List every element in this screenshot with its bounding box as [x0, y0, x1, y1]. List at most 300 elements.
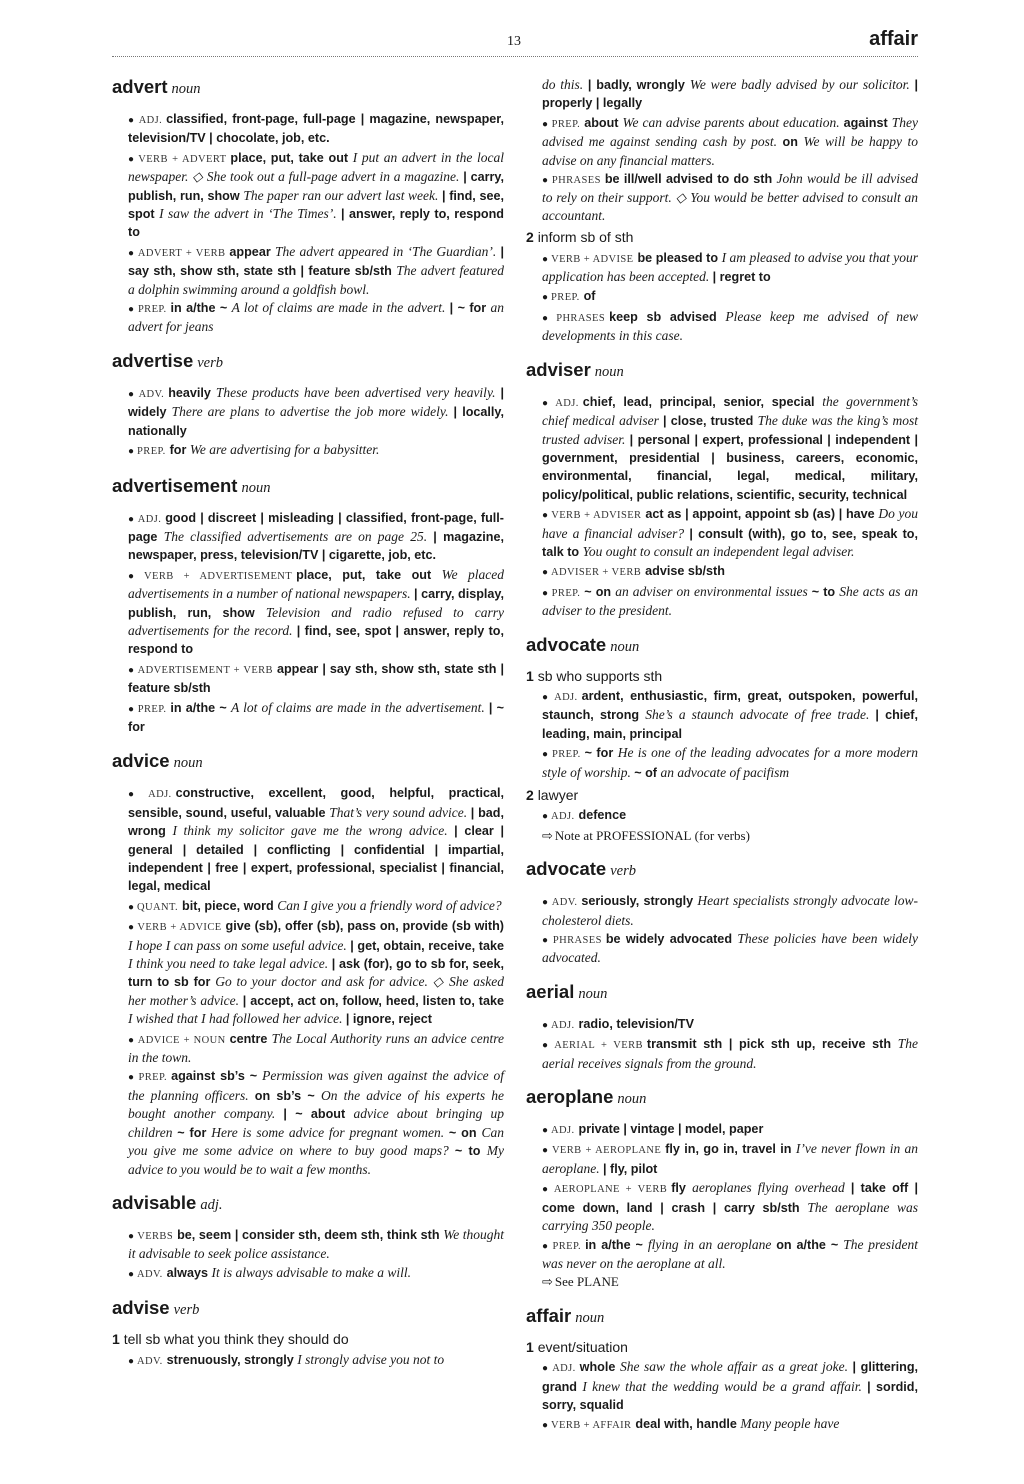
sense-number: 1 [112, 1331, 120, 1348]
grammar-label: ADJ. [148, 789, 172, 801]
collocate-text: | ignore, reject [345, 1012, 432, 1027]
page-number: 13 [507, 34, 521, 49]
example-text: I put an advert in the local newspaper. ◇ She took out a full-page advert in a magazine. [128, 149, 504, 185]
bullet-icon: ● [128, 922, 135, 934]
collocate-text: | say sth, show sth, state sth | feature sb/sth [128, 244, 504, 279]
collocate-text: in a/the ~ [585, 1237, 648, 1252]
headword-text: advert [112, 76, 168, 97]
grammar-label: PREP. [138, 1072, 168, 1084]
collocation-group [112, 149, 504, 242]
example-text: The advert appeared in ‘The Guardian’. [275, 243, 501, 259]
example-text: aeroplanes flying overhead [692, 1180, 851, 1196]
bullet-icon: ● [128, 789, 146, 801]
collocation-group [112, 299, 504, 336]
headword-text: affair [526, 1304, 572, 1326]
example-text: She saw the whole affair as a great joke. [620, 1359, 853, 1375]
headword-text: advisable [112, 1191, 197, 1213]
grammar-label: ADJ. [555, 397, 579, 409]
entry-headword [526, 858, 918, 882]
bullet-icon: ● [542, 175, 549, 187]
example-text: I am pleased to advise you that your application has been accepted. [542, 249, 919, 285]
bullet-icon: ● [128, 664, 135, 676]
collocate-text: seriously, strongly [581, 894, 698, 909]
example-text: You ought to consult an independent legal adviser. [582, 543, 855, 559]
example-text: Television and radio refused to carry advertisements for the record. [128, 604, 504, 638]
bullet-icon: ● [542, 749, 550, 761]
collocation-group [526, 1358, 918, 1414]
collocate-text: | locally, nationally [128, 405, 504, 438]
collocation-group [112, 1226, 504, 1263]
grammar-label: AERIAL + VERB [554, 1040, 643, 1052]
example-text: We are advertising for a babysitter. [189, 442, 380, 458]
example-text: Can you give me some advice on where to buy good maps? [128, 1124, 504, 1159]
example-text: The advert featured a dolphin swimming around a goldfish bowl. [128, 263, 504, 297]
bullet-icon: ● [128, 115, 136, 126]
example-text: advice about bringing up children [128, 1106, 505, 1140]
collocate-text: | get, obtain, receive, take [350, 938, 504, 953]
part-of-speech: noun [578, 985, 608, 1002]
bullet-icon: ● [542, 935, 550, 947]
collocate-text: | ~ about [283, 1107, 354, 1122]
collocate-text: | bad, wrong [128, 805, 504, 839]
grammar-label: ADV. [138, 388, 165, 400]
collocate-text: | fly, pilot [603, 1161, 658, 1176]
collocate-text: bit, piece, word [182, 898, 278, 913]
collocate-text: be, seem | consider sth, deem sth, think sth [177, 1227, 444, 1242]
collocate-text: | regret to [712, 270, 771, 285]
example-text: an adviser on environmental issues [615, 583, 812, 599]
collocate-text: constructive, excellent, good, helpful, practical, sensible, sound, useful, valuable [128, 786, 504, 820]
bullet-icon: ● [128, 513, 135, 525]
grammar-label: ADJ. [551, 1019, 575, 1031]
collocate-text: | ask (for), go to sb for, seek, turn to sb for [128, 957, 505, 990]
example-text: Many people have [740, 1416, 840, 1432]
collocation-group [526, 170, 918, 224]
example-text: We placed advertisements in a number of national newspapers. [128, 566, 505, 602]
collocate-text: ~ to [454, 1144, 487, 1159]
collocation-group [526, 1035, 918, 1072]
part-of-speech: verb [173, 1302, 200, 1319]
collocate-text: chief, lead, principal, senior, special [582, 394, 823, 409]
grammar-label: PHRASES [552, 935, 602, 947]
collocate-text: place, put, take out [230, 150, 353, 165]
collocate-text: | magazine, newspaper, press, television/TV | cigarette, job, etc. [128, 529, 504, 563]
collocation-group [526, 393, 918, 504]
part-of-speech: noun [610, 638, 640, 655]
collocate-text: | carry, display, publish, run, show [128, 587, 504, 620]
bullet-icon: ● [128, 1268, 135, 1280]
collocation-group [526, 806, 918, 825]
grammar-label: VERB + ADVERTISEMENT [144, 570, 293, 582]
collocation-group [112, 1030, 504, 1067]
collocation-group [526, 1120, 918, 1139]
example-text: On the advice of his experts he bought another company. [128, 1087, 504, 1122]
collocation-group [526, 505, 918, 561]
example-text: the government’s chief medical adviser [542, 393, 919, 429]
example-text: A lot of claims are made in the advert. [231, 300, 450, 316]
grammar-label: ADVERT + VERB [137, 247, 226, 259]
example-text: I think you need to take legal advice. [128, 956, 332, 972]
bullet-icon: ● [128, 703, 135, 715]
collocate-text: give (sb), offer (sb), pass on, provide (sb with) [225, 919, 504, 934]
bullet-icon: ● [128, 153, 136, 165]
part-of-speech: noun [241, 479, 271, 496]
grammar-label: ADVERTISEMENT + VERB [137, 664, 273, 676]
collocation-group [526, 744, 918, 782]
grammar-label: PHRASES [551, 175, 601, 187]
example-text: She acts as an adviser to the president. [542, 583, 918, 619]
grammar-label: PREP. [137, 446, 166, 458]
collocate-text: | properly | legally [542, 78, 918, 111]
headword-text: advertise [112, 349, 194, 371]
headword-text: advertisement [112, 474, 238, 496]
part-of-speech: verb [197, 354, 224, 371]
grammar-label: ADJ. [554, 691, 578, 703]
sense-definition: inform sb of sth [537, 229, 634, 246]
sense-number: 1 [526, 667, 534, 684]
arrow-icon: ⇨ [542, 827, 553, 843]
collocate-text: in a/the ~ [170, 301, 232, 316]
grammar-label: ADJ. [137, 513, 162, 525]
bullet-icon: ● [542, 312, 554, 324]
example-text: She’s a staunch advocate of free trade. [645, 707, 876, 723]
bullet-icon: ● [128, 570, 142, 582]
collocate-text: | ~ for [128, 700, 504, 734]
collocate-text: ~ to [811, 584, 840, 599]
bullet-icon: ● [128, 1355, 135, 1367]
collocate-text: on [782, 135, 804, 150]
grammar-label: PREP. [552, 749, 581, 761]
bullet-icon: ● [128, 446, 135, 458]
entry-headword [112, 475, 504, 499]
example-text: I hope I can pass on some useful advice. [128, 937, 351, 953]
entry-headword [526, 981, 918, 1005]
bullet-icon: ● [128, 1230, 135, 1242]
collocate-text: | glittering, grand [542, 1360, 919, 1394]
bullet-icon: ● [542, 587, 549, 599]
example-text: We were badly advised by our solicitor. [689, 77, 915, 92]
entry-headword [112, 750, 504, 774]
example-text: I knew that the wedding would be a grand affair. [582, 1378, 868, 1394]
grammar-label: VERB + ADVISER [551, 510, 642, 522]
example-text: Go to your doctor and ask for advice. ◇ She asked her mother’s advice. [128, 974, 504, 1008]
entry-headword [526, 1305, 918, 1329]
part-of-speech: noun [575, 1309, 605, 1326]
collocation-group [526, 1236, 918, 1273]
example-text: A lot of claims are made in the advertisement. [231, 699, 489, 715]
example-text: I saw the advert in ‘The Times’. [159, 206, 341, 222]
cross-reference [526, 1273, 918, 1290]
grammar-label: PREP. [551, 292, 580, 304]
collocate-text: be ill/well advised to do sth [604, 172, 777, 187]
sense-heading [526, 229, 918, 246]
headword-text: aeroplane [526, 1086, 614, 1108]
grammar-label: ADV. [551, 897, 578, 909]
collocate-text: classified, front-page, full-page | magazine, newspaper, television/TV | chocolate, job, etc. [128, 112, 505, 146]
bullet-icon: ● [542, 253, 549, 265]
headword-text: advice [112, 750, 170, 772]
grammar-label: VERBS [137, 1230, 174, 1242]
bullet-icon: ● [542, 897, 549, 909]
left-column [112, 76, 504, 1371]
collocate-text: for [169, 443, 190, 458]
headword-text: advise [112, 1297, 170, 1319]
grammar-label: PREP. [551, 587, 581, 599]
bullet-icon: ● [542, 1125, 549, 1137]
collocate-text: | consult (with), go to, see, speak to, talk to [542, 526, 918, 559]
xref-target: PROFESSIONAL [596, 827, 692, 843]
sense-number: 2 [526, 229, 534, 246]
collocate-text: | find, see, spot | answer, reply to, respond to [128, 623, 505, 657]
example-text: There are plans to advertise the job more widely. [171, 404, 454, 420]
collocate-text: | accept, act on, follow, heed, listen to, take [242, 993, 504, 1008]
bullet-icon: ● [128, 304, 135, 316]
grammar-label: VERB + ADVERT [138, 153, 227, 165]
part-of-speech: noun [594, 363, 624, 380]
example-text: My advice to you would be to wait a few months. [128, 1143, 504, 1177]
collocate-text: on sb’s ~ [254, 1088, 322, 1103]
example-text: It is always advisable to make a will. [211, 1264, 411, 1280]
example-text: The Local Authority runs an advice centre in the town. [128, 1030, 504, 1066]
bullet-icon: ● [542, 567, 549, 579]
collocation-group [112, 1264, 504, 1283]
example-text: Heart specialists strongly advocate low-cholesterol diets. [542, 893, 918, 928]
bullet-icon: ● [542, 691, 552, 703]
example-text: The aeroplane was carrying 350 people. [542, 1199, 918, 1234]
example-text: We can advise parents about education. [622, 114, 844, 130]
example-text: The paper ran our advert last week. [243, 187, 442, 203]
collocate-text: on a/the ~ [776, 1237, 844, 1252]
collocate-text: | badly, wrongly [587, 78, 690, 92]
collocation-group [526, 1140, 918, 1178]
bullet-icon: ● [128, 901, 135, 913]
example-text: Do you have a financial adviser? [542, 506, 918, 541]
collocate-text: be pleased to [637, 250, 722, 265]
example-text: I wished that I had followed her advice. [128, 1011, 346, 1027]
example-text: They advised me against sending cash by post. [542, 114, 919, 150]
example-text: Can I give you a friendly word of advice? [277, 897, 502, 913]
bullet-icon: ● [542, 292, 549, 304]
collocate-text: strenuously, strongly [166, 1352, 298, 1367]
bullet-icon: ● [128, 1034, 135, 1046]
collocation-group [112, 509, 504, 565]
grammar-label: ADV. [137, 1268, 163, 1280]
collocate-text: be widely advocated [605, 932, 738, 947]
example-text: John would be ill advised to rely on their support. ◇ You would be better advised to consult an accountant. [542, 171, 918, 223]
collocate-text: of [583, 289, 596, 304]
collocate-text: always [166, 1265, 212, 1280]
grammar-label: PREP. [137, 304, 167, 316]
bullet-icon: ● [542, 1040, 552, 1052]
grammar-label: VERB + AFFAIR [551, 1420, 632, 1432]
collocate-text: centre [229, 1031, 272, 1046]
collocation-group [526, 287, 918, 306]
collocate-text: fly [671, 1181, 693, 1196]
grammar-label: VERB + ADVISE [551, 253, 634, 265]
collocation-group [526, 930, 918, 967]
collocation-group [526, 76, 918, 113]
bullet-icon: ● [542, 1145, 549, 1157]
collocation-group [112, 384, 504, 440]
bullet-icon: ● [128, 1072, 136, 1084]
collocation-group [112, 917, 504, 1028]
collocation-group [112, 441, 504, 460]
collocate-text: about [584, 115, 623, 130]
example-text: Here is some advice for pregnant women. [211, 1124, 449, 1140]
entry-headword [112, 1192, 504, 1216]
headword-text: aerial [526, 980, 575, 1002]
xref-label: See [554, 1274, 574, 1290]
example-text: I’ve never flown in an aeroplane. [542, 1141, 918, 1176]
collocate-text: | clear | general | detailed | conflicting | confidential | impartial, independent | free | expert, professional, specialist | financial, legal, medical [128, 824, 504, 894]
bullet-icon: ● [542, 510, 549, 522]
example-text: The duke was the king’s most trusted adviser. [542, 413, 919, 447]
right-column [526, 76, 918, 1436]
grammar-label: AEROPLANE + VERB [553, 1184, 668, 1196]
example-text: That’s very sound advice. [329, 804, 471, 820]
collocate-text: ~ for [177, 1125, 212, 1140]
part-of-speech: adj. [200, 1196, 223, 1213]
collocation-group [526, 687, 918, 743]
example-text: These products have been advertised very heavily. [215, 384, 501, 400]
entry-headword [112, 350, 504, 374]
collocate-text: radio, television/TV [578, 1016, 695, 1031]
headword-text: advocate [526, 633, 607, 655]
collocate-text: good | discreet | misleading | classified, front-page, full-page [128, 510, 504, 544]
collocate-text: ~ of [634, 765, 661, 780]
collocation-group [526, 1415, 918, 1434]
grammar-label: ADVICE + NOUN [137, 1034, 226, 1046]
collocation-group [526, 583, 918, 620]
collocate-text: | carry, publish, run, show [128, 170, 505, 203]
example-text: an advocate of pacifism [660, 764, 790, 780]
sense-heading [112, 1331, 504, 1348]
collocate-text: whole [579, 1360, 620, 1375]
bullet-icon: ● [542, 1019, 549, 1031]
headword-text: advocate [526, 858, 607, 880]
part-of-speech: noun [171, 81, 201, 97]
sense-definition: tell sb what you think they should do [123, 1331, 349, 1348]
cross-reference [526, 827, 918, 844]
collocation-group [112, 110, 504, 148]
grammar-label: PREP. [137, 703, 167, 715]
bullet-icon: ● [542, 1240, 550, 1252]
collocate-text: against sb’s ~ [171, 1069, 263, 1084]
collocation-group [526, 308, 918, 345]
bullet-icon: ● [128, 247, 135, 259]
collocation-group [526, 114, 918, 169]
bullet-icon: ● [542, 811, 549, 823]
collocation-group [526, 249, 918, 287]
grammar-label: ADJ. [551, 811, 575, 823]
entry-headword [112, 1297, 504, 1321]
collocation-group [526, 1179, 918, 1234]
collocate-text: | personal | expert, professional | independent | government, presidential | business, careers, economic, environmental, financial, legal, medical, military, policy/political, public relations, scientific, security, technical [542, 432, 918, 502]
collocation-group [112, 243, 504, 298]
entry-headword [112, 76, 504, 100]
collocation-group [112, 699, 504, 737]
grammar-label: QUANT. [137, 901, 179, 913]
collocate-text: ardent, enthusiastic, firm, great, outspoken, powerful, staunch, strong [542, 688, 918, 723]
guide-word: affair [869, 28, 918, 50]
headword-text: adviser [526, 358, 591, 380]
collocation-group [112, 784, 504, 895]
grammar-label: PHRASES [556, 312, 606, 324]
header-rule [112, 56, 918, 57]
example-text: We will be happy to advise on any financial matters. [542, 134, 918, 168]
collocate-text: ~ for [584, 746, 618, 761]
xref-text: Note at [554, 827, 593, 843]
entry-headword [526, 634, 918, 658]
grammar-label: ADVISER + VERB [551, 567, 642, 579]
collocate-text: | take off | come down, land | crash | carry sb/sth [542, 1181, 918, 1215]
collocation-group [112, 660, 504, 698]
grammar-label: PREP. [551, 118, 581, 130]
part-of-speech: verb [610, 863, 636, 880]
grammar-label: ADJ. [552, 1363, 576, 1375]
xref-suffix: (for verbs) [694, 827, 750, 843]
collocate-text: | close, trusted [663, 414, 758, 429]
collocate-text: in a/the ~ [170, 700, 231, 715]
collocate-text: | widely [128, 385, 504, 420]
entry-headword [526, 359, 918, 383]
collocate-text: appear | say sth, show sth, state sth | feature sb/sth [128, 661, 505, 696]
collocate-text: | answer, reply to, respond to [128, 207, 504, 240]
example-text: The president was never on the aeroplane at all. [542, 1236, 919, 1271]
collocate-text: keep sb advised [609, 309, 726, 324]
example-text: He is one of the leading advocates for a more modern style of worship. [542, 745, 918, 780]
xref-target: PLANE [576, 1274, 619, 1290]
example-text: an advert for jeans [128, 300, 505, 335]
bullet-icon: ● [542, 1420, 549, 1432]
grammar-label: ADV. [137, 1355, 163, 1367]
collocation-group [526, 1015, 918, 1034]
example-text: Please keep me advised of new developments in this case. [542, 308, 918, 344]
grammar-label: ADJ. [551, 1125, 575, 1137]
example-text: We thought it advisable to seek police assistance. [128, 1226, 505, 1262]
collocate-text: place, put, take out [296, 567, 442, 582]
sense-definition: lawyer [537, 787, 579, 803]
example-text: I strongly advise you not to [297, 1351, 445, 1367]
collocate-text: transmit sth | pick sth up, receive sth [646, 1037, 898, 1052]
example-text: These policies have been widely advocated. [542, 931, 918, 966]
grammar-label: ADJ. [138, 115, 163, 126]
collocation-group [526, 562, 918, 581]
sense-number: 2 [526, 787, 534, 803]
example-text: I think my solicitor gave me the wrong advice. [172, 823, 455, 839]
collocation-group [112, 566, 504, 659]
bullet-icon: ● [542, 118, 549, 130]
collocate-text: act as | appoint, appoint sb (as) | have [645, 507, 879, 522]
bullet-icon: ● [542, 397, 553, 409]
collocate-text: advise sb/sth [645, 564, 725, 579]
arrow-icon: ⇨ [542, 1274, 553, 1290]
collocation-group [526, 892, 918, 929]
sense-heading [526, 668, 918, 685]
example-text: The classified advertisements are on page 25. [163, 528, 434, 544]
collocate-text: | ~ for [449, 301, 491, 316]
grammar-label: VERB + ADVICE [137, 922, 222, 934]
example-text: Permission was given against the advice of the planning officers. [128, 1068, 505, 1103]
sense-number: 1 [526, 1338, 534, 1355]
collocate-text: | chief, leading, main, principal [542, 708, 918, 741]
part-of-speech: noun [617, 1091, 647, 1108]
bullet-icon: ● [542, 1184, 551, 1196]
entry-headword [526, 1086, 918, 1110]
part-of-speech: noun [173, 755, 203, 772]
collocate-text: defence [578, 808, 627, 823]
collocate-text: appear [229, 244, 276, 259]
